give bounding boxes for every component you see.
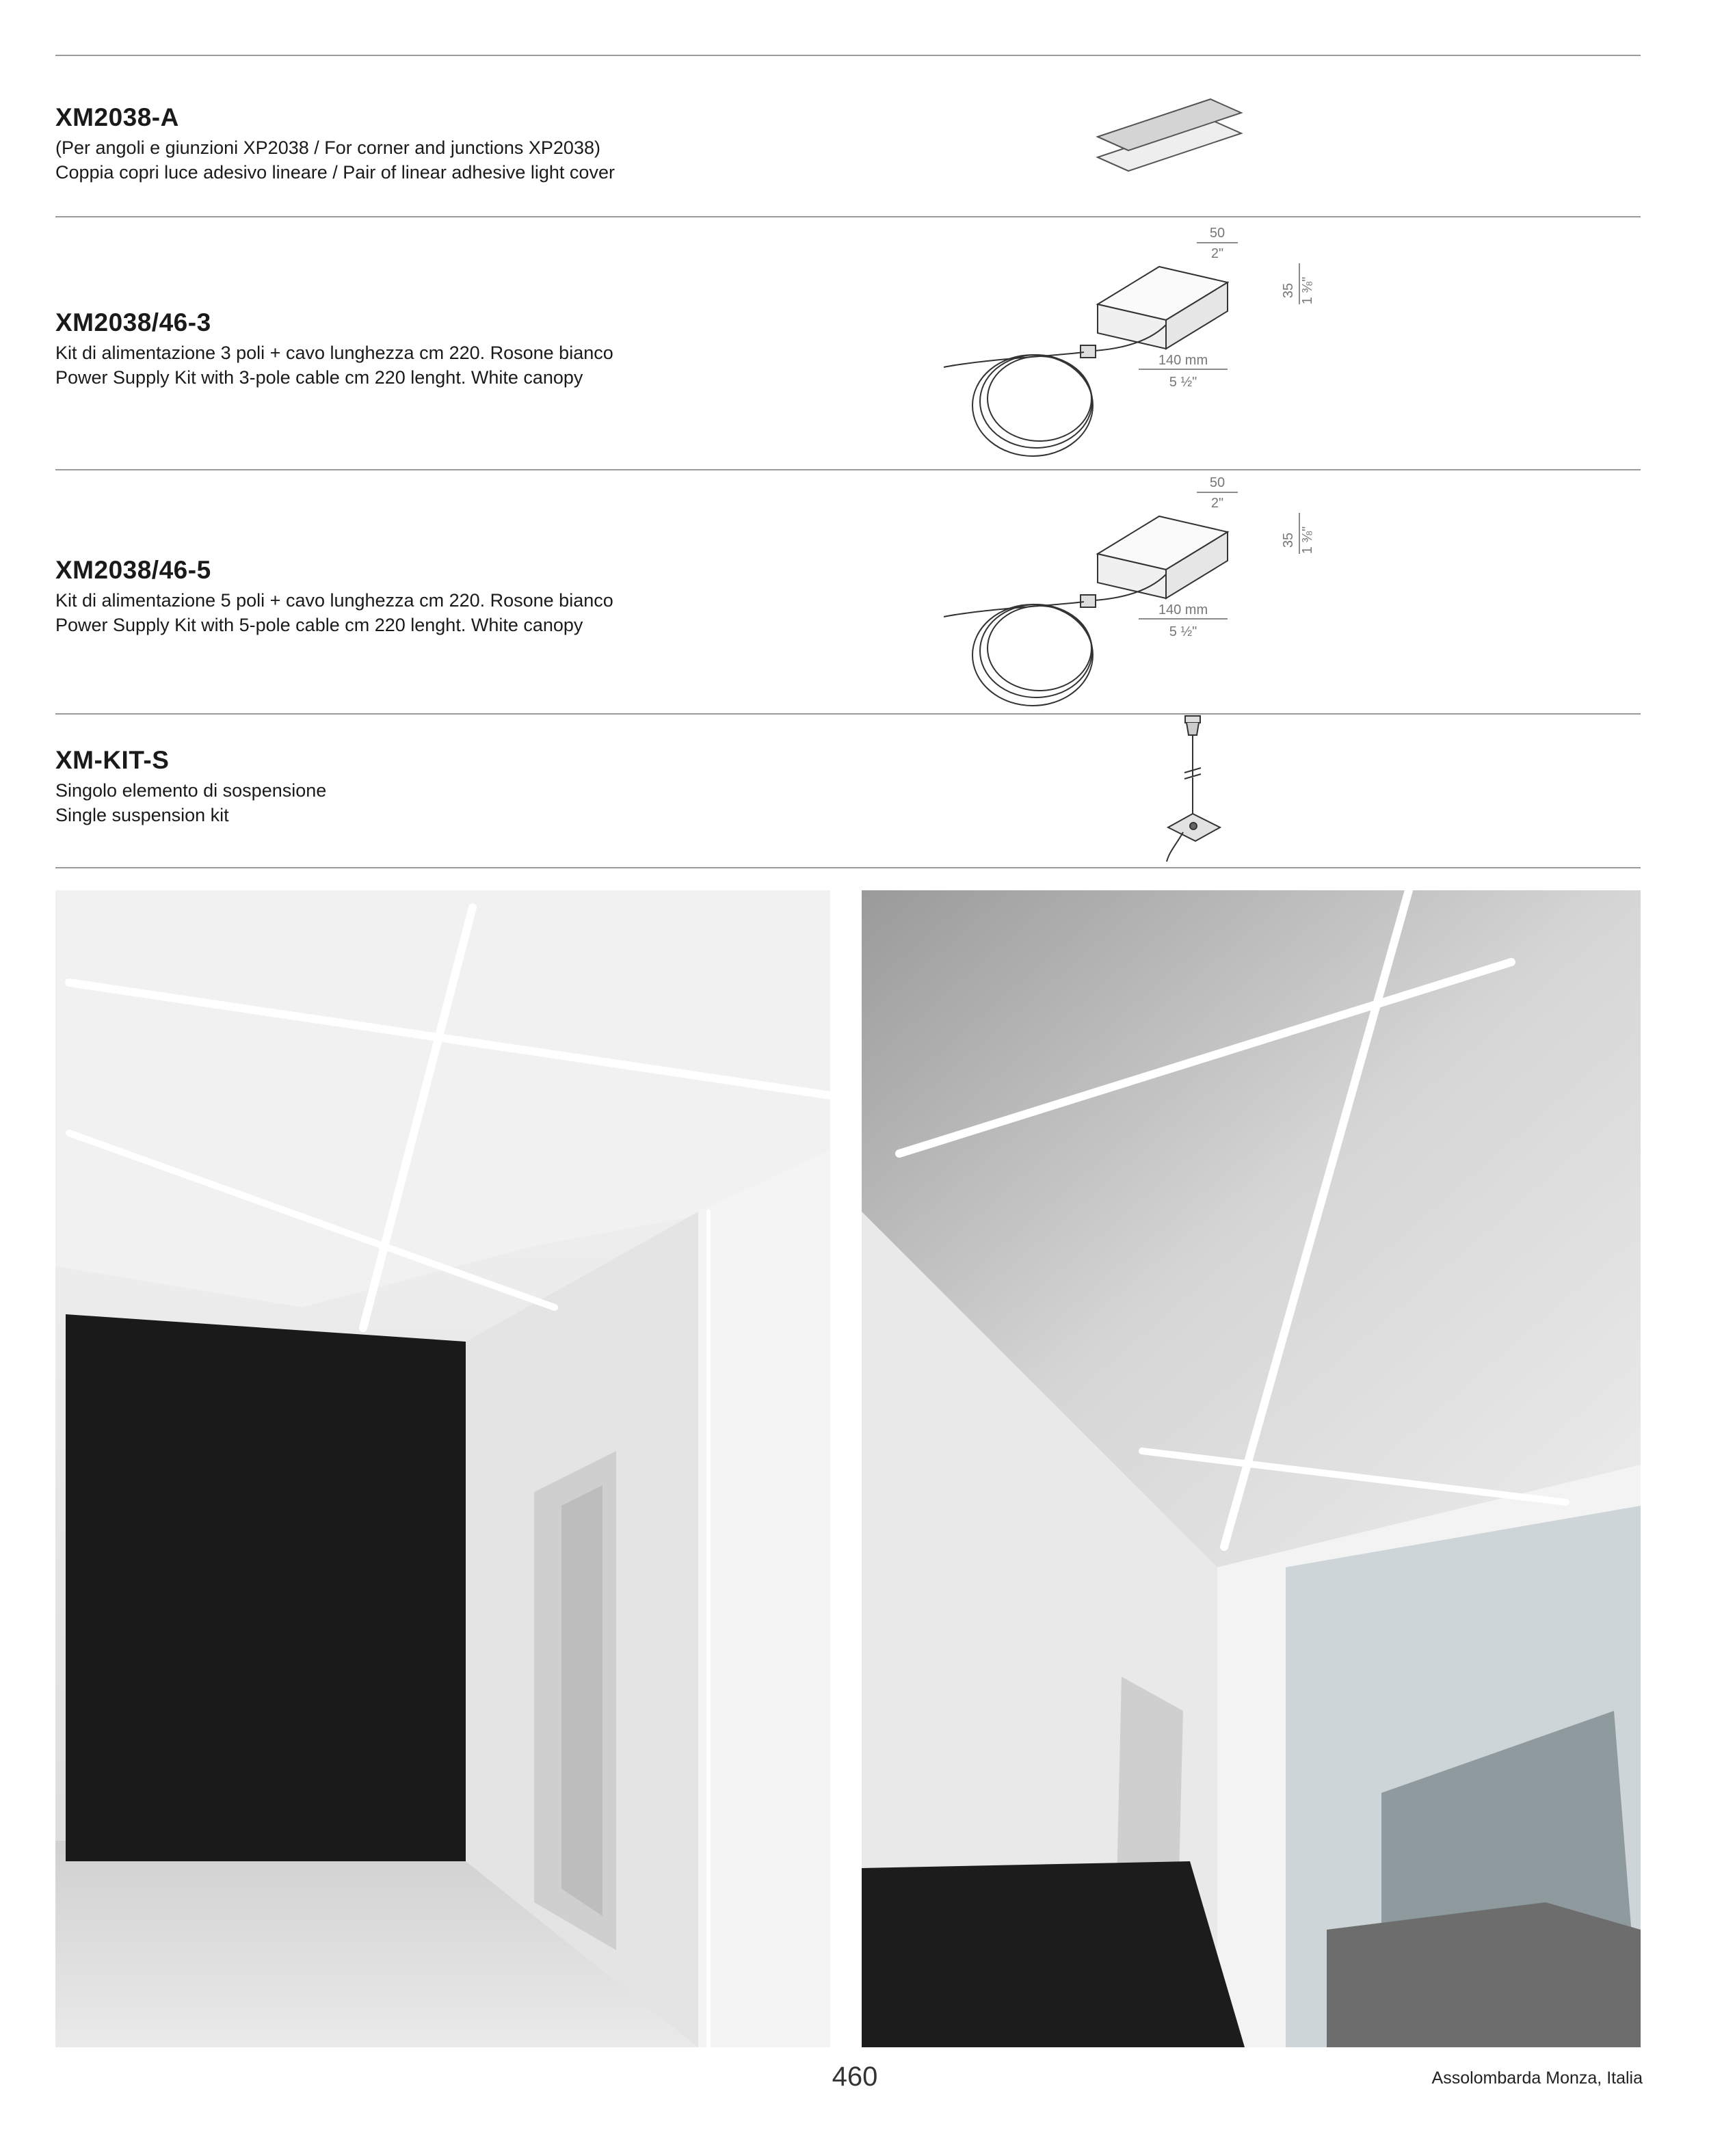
- divider: [55, 713, 1641, 715]
- dimension-width-mm: 50: [1209, 475, 1226, 490]
- product-xm2038-46-3: [55, 308, 808, 390]
- dimension-height-mm: 35: [1281, 282, 1296, 299]
- page-number: 460: [832, 2062, 878, 2092]
- divider: [55, 55, 1641, 56]
- dimension-height-in: 1 ⅜": [1300, 526, 1315, 555]
- product-description-it: Singolo elemento di sospensione: [55, 780, 327, 801]
- product-description-it: Kit di alimentazione 3 poli + cavo lunghezza cm 220. Rosone bianco: [55, 343, 613, 363]
- product-code: XM2038-A: [55, 103, 179, 131]
- suspension-kit-drawing: [1149, 715, 1245, 865]
- power-supply-kit-drawing: [896, 222, 1315, 465]
- dimension-width-in: 2": [1210, 496, 1224, 511]
- product-description-en: Single suspension kit: [55, 805, 229, 825]
- dimension-width-mm: 50: [1209, 226, 1226, 241]
- divider: [55, 867, 1641, 868]
- product-description-en: Power Supply Kit with 3-pole cable cm 220 lenght. White canopy: [55, 367, 583, 388]
- photo-stairwell-ceiling-lights: [862, 890, 1641, 2047]
- product-xm-kit-s: [55, 745, 808, 827]
- adhesive-cover-strips-drawing: [1087, 82, 1251, 198]
- photo-corridor-ceiling-lights: [55, 890, 830, 2047]
- dimension-length-mm: 140 mm: [1158, 602, 1208, 617]
- product-xm2038-46-5: [55, 555, 808, 637]
- dimension-length-in: 5 ½": [1169, 375, 1197, 390]
- product-description-it: (Per angoli e giunzioni XP2038 / For corner and junctions XP2038): [55, 137, 600, 158]
- product-code: XM2038/46-5: [55, 556, 211, 584]
- dimension-width-in: 2": [1210, 246, 1224, 261]
- dimension-height-mm: 35: [1281, 532, 1296, 548]
- dimension-height-in: 1 ⅜": [1300, 276, 1315, 305]
- product-code: XM2038/46-3: [55, 308, 211, 336]
- product-description-en: Power Supply Kit with 5-pole cable cm 220 lenght. White canopy: [55, 615, 583, 635]
- power-supply-kit-drawing: [896, 472, 1315, 711]
- product-xm2038-a: [55, 103, 808, 185]
- divider: [55, 469, 1641, 470]
- product-description-it: Kit di alimentazione 5 poli + cavo lunghezza cm 220. Rosone bianco: [55, 590, 613, 611]
- dimension-length-in: 5 ½": [1169, 624, 1197, 639]
- dimension-length-mm: 140 mm: [1158, 353, 1208, 368]
- product-code: XM-KIT-S: [55, 746, 170, 774]
- photo-caption: Assolombarda Monza, Italia: [1431, 2068, 1643, 2088]
- divider: [55, 216, 1641, 217]
- product-description-en: Coppia copri luce adesivo lineare / Pair of linear adhesive light cover: [55, 162, 615, 183]
